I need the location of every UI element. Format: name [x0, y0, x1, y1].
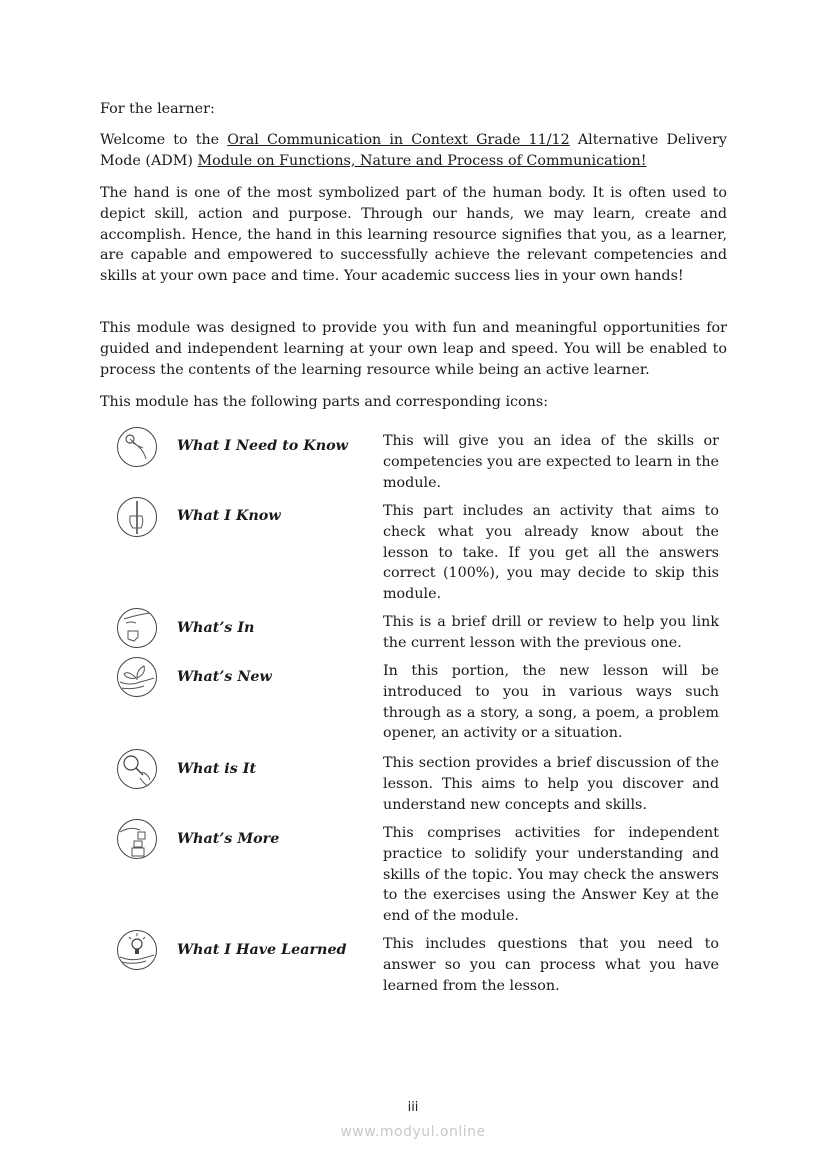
magnifying-glass-icon [116, 748, 158, 790]
module-title-link: Module on Functions, Nature and Process of Communication! [197, 152, 647, 169]
hand-pointing-icon [116, 426, 158, 468]
part-label: What’s In [177, 620, 255, 636]
module-design-paragraph: This module was designed to provide you with fun and meaningful opportunities for guided and independent learning at your own leap and speed. You will be enabled to process the contents of the learning resource while being an active learner. [100, 320, 727, 378]
part-label: What I Need to Know [177, 438, 348, 454]
welcome-prefix: Welcome to the [100, 132, 228, 148]
page-number: iii [407, 1100, 419, 1115]
hand-lightbulb-icon [116, 929, 158, 971]
part-description: This includes questions that you need to answer so you can process what you have learned from the lesson. [383, 936, 719, 994]
part-label: What I Have Learned [177, 942, 347, 958]
part-description: This comprises activities for independent practice to solidify your understanding and skills of the topic. You may check the answers to the exercises using the Answer Key at the end of the module. [383, 825, 719, 925]
welcome-paragraph [100, 130, 727, 172]
part-description: This section provides a brief discussion of the lesson. This aims to help you discover and understand new concepts and skills. [383, 755, 719, 813]
part-description: In this portion, the new lesson will be introduced to you in various ways such through as a story, a song, a poem, a problem opener, an activity or a situation. [383, 663, 719, 742]
hand-sprout-icon [116, 656, 158, 698]
for-learner-heading: For the learner: [100, 101, 215, 117]
part-description: This part includes an activity that aims to check what you already know about the lesson to take. If you get all the answers correct (100%), you may decide to skip this module. [383, 503, 719, 603]
part-description: This will give you an idea of the skills or competencies you are expected to learn in the module. [383, 433, 719, 491]
hand-stacking-blocks-icon [116, 818, 158, 860]
hand-puzzle-icon [116, 607, 158, 649]
hand-holding-pencil-icon [116, 496, 158, 538]
part-description: This is a brief drill or review to help you link the current lesson with the previous one. [383, 614, 719, 651]
watermark: www.modyul.online [340, 1124, 486, 1140]
part-label: What I Know [177, 508, 281, 524]
part-label: What’s More [177, 831, 280, 847]
hand-symbol-paragraph: The hand is one of the most symbolized part of the human body. It is often used to depict skill, action and purpose. Through our hands, we may learn, create and accomplish. Hence, the hand in this learning resource signifies that you, as a learner, are capable and empowered to successfully achieve the relevant competencies and skills at your own pace and time. Your academic success lies in your own hands! [100, 185, 727, 285]
course-title-link: Oral Communication in Context Grade 11/12 [227, 132, 570, 148]
part-label: What is It [177, 761, 257, 777]
parts-intro: This module has the following parts and corresponding icons: [100, 394, 549, 410]
part-label: What’s New [177, 669, 272, 685]
welcome-mid: Alternative Delivery Mode (ADM) [100, 132, 727, 169]
